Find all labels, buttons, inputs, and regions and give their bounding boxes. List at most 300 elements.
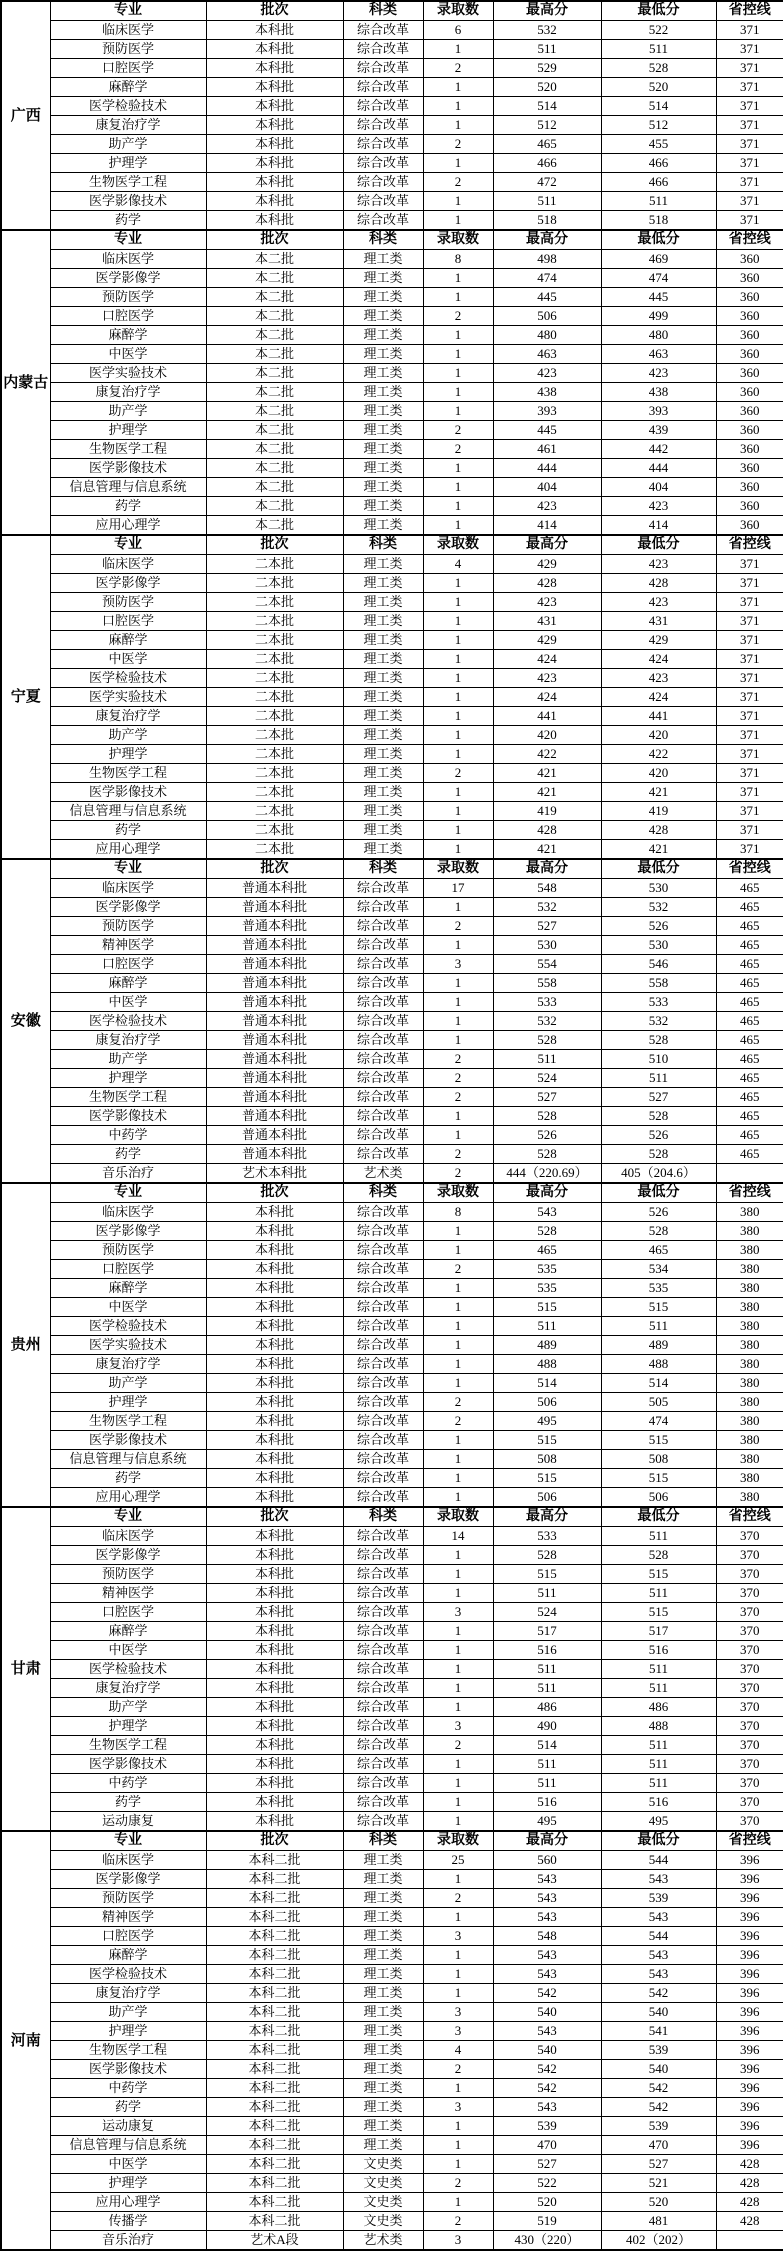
table-row bbox=[1, 2212, 783, 2231]
table-cell: 428 bbox=[716, 2193, 783, 2212]
table-cell: 542 bbox=[493, 2060, 601, 2079]
table-cell: 理工类 bbox=[343, 269, 423, 288]
table-cell: 540 bbox=[601, 2060, 716, 2079]
table-cell: 1 bbox=[423, 478, 493, 497]
table-cell: 548 bbox=[493, 879, 601, 898]
table-cell: 1 bbox=[423, 1107, 493, 1126]
section-header-row bbox=[1, 535, 783, 555]
column-header: 批次 bbox=[206, 1507, 343, 1527]
table-cell: 431 bbox=[493, 612, 601, 631]
table-cell: 518 bbox=[601, 211, 716, 231]
table-cell: 综合改革 bbox=[343, 40, 423, 59]
table-cell: 396 bbox=[716, 2136, 783, 2155]
table-row bbox=[1, 1527, 783, 1546]
table-cell: 本科二批 bbox=[206, 1851, 343, 1870]
table-row bbox=[1, 192, 783, 211]
table-cell: 527 bbox=[601, 1088, 716, 1107]
table-row bbox=[1, 211, 783, 231]
table-cell: 421 bbox=[601, 840, 716, 860]
table-cell: 1 bbox=[423, 1317, 493, 1336]
table-cell: 本二批 bbox=[206, 440, 343, 459]
table-cell: 综合改革 bbox=[343, 1107, 423, 1126]
table-cell: 1 bbox=[423, 497, 493, 516]
table-cell: 544 bbox=[601, 1927, 716, 1946]
column-header: 科类 bbox=[343, 230, 423, 250]
table-cell: 医学影像技术 bbox=[50, 1107, 206, 1126]
table-cell: 380 bbox=[716, 1355, 783, 1374]
table-cell: 1 bbox=[423, 383, 493, 402]
table-cell: 本科批 bbox=[206, 1812, 343, 1832]
table-cell: 3 bbox=[423, 1717, 493, 1736]
table-cell: 511 bbox=[601, 1755, 716, 1774]
table-cell: 396 bbox=[716, 1851, 783, 1870]
table-cell: 380 bbox=[716, 1203, 783, 1222]
table-cell: 本二批 bbox=[206, 269, 343, 288]
table-cell: 1 bbox=[423, 1431, 493, 1450]
table-cell: 2 bbox=[423, 135, 493, 154]
column-header: 省控线 bbox=[716, 1183, 783, 1203]
table-cell: 本二批 bbox=[206, 478, 343, 497]
table-cell: 490 bbox=[493, 1717, 601, 1736]
table-cell: 380 bbox=[716, 1222, 783, 1241]
table-cell: 本科批 bbox=[206, 1298, 343, 1317]
table-cell: 360 bbox=[716, 269, 783, 288]
table-row bbox=[1, 97, 783, 116]
table-cell: 理工类 bbox=[343, 688, 423, 707]
table-cell: 艺术类 bbox=[343, 1164, 423, 1184]
table-cell: 应用心理学 bbox=[50, 1488, 206, 1508]
table-row bbox=[1, 135, 783, 154]
table-cell: 1 bbox=[423, 211, 493, 231]
table-cell: 474 bbox=[601, 1412, 716, 1431]
table-cell: 1 bbox=[423, 1298, 493, 1317]
table-cell: 中医学 bbox=[50, 345, 206, 364]
table-row bbox=[1, 383, 783, 402]
table-cell: 1 bbox=[423, 574, 493, 593]
table-cell: 医学影像技术 bbox=[50, 1755, 206, 1774]
table-cell: 516 bbox=[493, 1641, 601, 1660]
table-cell: 理工类 bbox=[343, 1870, 423, 1889]
table-row bbox=[1, 1736, 783, 1755]
table-cell: 理工类 bbox=[343, 574, 423, 593]
table-row bbox=[1, 612, 783, 631]
table-cell: 371 bbox=[716, 821, 783, 840]
table-cell: 医学检验技术 bbox=[50, 1965, 206, 1984]
table-cell: 艺术类 bbox=[343, 2231, 423, 2251]
table-cell: 综合改革 bbox=[343, 135, 423, 154]
table-row bbox=[1, 1717, 783, 1736]
table-cell: 511 bbox=[601, 1679, 716, 1698]
table-row bbox=[1, 1546, 783, 1565]
table-cell: 助产学 bbox=[50, 726, 206, 745]
table-row bbox=[1, 2174, 783, 2193]
table-cell: 理工类 bbox=[343, 250, 423, 269]
table-cell: 1 bbox=[423, 402, 493, 421]
table-cell: 护理学 bbox=[50, 2174, 206, 2193]
table-row bbox=[1, 1088, 783, 1107]
table-row bbox=[1, 2098, 783, 2117]
table-cell: 综合改革 bbox=[343, 116, 423, 135]
table-cell: 423 bbox=[493, 669, 601, 688]
table-row bbox=[1, 1203, 783, 1222]
table-cell: 423 bbox=[601, 593, 716, 612]
table-cell: 515 bbox=[601, 1298, 716, 1317]
table-cell: 371 bbox=[716, 726, 783, 745]
table-cell: 二本批 bbox=[206, 631, 343, 650]
table-cell: 本科批 bbox=[206, 1793, 343, 1812]
table-cell: 预防医学 bbox=[50, 288, 206, 307]
table-cell: 理工类 bbox=[343, 821, 423, 840]
table-cell: 465 bbox=[716, 1145, 783, 1164]
table-cell: 371 bbox=[716, 840, 783, 860]
table-cell: 465 bbox=[716, 1012, 783, 1031]
section-header-row bbox=[1, 859, 783, 879]
table-row bbox=[1, 1050, 783, 1069]
table-cell: 528 bbox=[601, 1107, 716, 1126]
table-cell: 综合改革 bbox=[343, 1069, 423, 1088]
table-cell: 535 bbox=[493, 1279, 601, 1298]
table-cell: 药学 bbox=[50, 1793, 206, 1812]
table-cell: 2 bbox=[423, 1145, 493, 1164]
table-cell: 3 bbox=[423, 2098, 493, 2117]
table-cell: 560 bbox=[493, 1851, 601, 1870]
table-cell: 396 bbox=[716, 2117, 783, 2136]
table-cell: 528 bbox=[601, 1222, 716, 1241]
table-cell: 普通本科批 bbox=[206, 1145, 343, 1164]
table-cell: 526 bbox=[493, 1126, 601, 1145]
table-cell: 428 bbox=[716, 2155, 783, 2174]
table-cell: 540 bbox=[493, 2041, 601, 2060]
table-cell: 465 bbox=[716, 936, 783, 955]
table-cell: 424 bbox=[601, 688, 716, 707]
table-cell: 371 bbox=[716, 783, 783, 802]
table-cell: 511 bbox=[601, 1736, 716, 1755]
table-cell: 520 bbox=[601, 78, 716, 97]
table-cell: 396 bbox=[716, 2098, 783, 2117]
table-cell: 1 bbox=[423, 269, 493, 288]
table-cell: 393 bbox=[493, 402, 601, 421]
table-cell: 3 bbox=[423, 1927, 493, 1946]
table-cell: 371 bbox=[716, 21, 783, 40]
column-header: 科类 bbox=[343, 1183, 423, 1203]
table-cell: 综合改革 bbox=[343, 1603, 423, 1622]
table-cell: 527 bbox=[493, 917, 601, 936]
table-cell: 1 bbox=[423, 116, 493, 135]
province-label: 安徽 bbox=[1, 859, 50, 1183]
table-cell: 1 bbox=[423, 783, 493, 802]
table-cell: 临床医学 bbox=[50, 1851, 206, 1870]
table-cell: 预防医学 bbox=[50, 1565, 206, 1584]
table-cell: 486 bbox=[493, 1698, 601, 1717]
table-cell: 542 bbox=[493, 2079, 601, 2098]
table-cell: 465 bbox=[716, 1069, 783, 1088]
table-cell: 康复治疗学 bbox=[50, 707, 206, 726]
province-label: 贵州 bbox=[1, 1183, 50, 1507]
table-cell: 综合改革 bbox=[343, 1336, 423, 1355]
table-cell: 380 bbox=[716, 1374, 783, 1393]
table-cell: 应用心理学 bbox=[50, 840, 206, 860]
table-cell: 理工类 bbox=[343, 2060, 423, 2079]
table-cell: 1 bbox=[423, 1126, 493, 1145]
table-cell: 528 bbox=[493, 1546, 601, 1565]
table-cell: 558 bbox=[601, 974, 716, 993]
table-cell: 综合改革 bbox=[343, 1031, 423, 1050]
table-row bbox=[1, 1126, 783, 1145]
table-cell: 488 bbox=[601, 1717, 716, 1736]
table-cell: 理工类 bbox=[343, 612, 423, 631]
table-cell: 医学检验技术 bbox=[50, 97, 206, 116]
table-row bbox=[1, 650, 783, 669]
table-cell: 380 bbox=[716, 1317, 783, 1336]
table-cell: 麻醉学 bbox=[50, 1622, 206, 1641]
column-header: 专业 bbox=[50, 535, 206, 555]
table-cell: 371 bbox=[716, 116, 783, 135]
table-row bbox=[1, 250, 783, 269]
table-cell: 515 bbox=[493, 1431, 601, 1450]
column-header: 科类 bbox=[343, 1831, 423, 1851]
table-cell: 498 bbox=[493, 250, 601, 269]
table-cell: 396 bbox=[716, 2079, 783, 2098]
column-header: 专业 bbox=[50, 1831, 206, 1851]
table-cell: 药学 bbox=[50, 1469, 206, 1488]
table-cell: 439 bbox=[601, 421, 716, 440]
table-cell: 506 bbox=[493, 1393, 601, 1412]
table-cell: 综合改革 bbox=[343, 1393, 423, 1412]
table-cell: 1 bbox=[423, 1241, 493, 1260]
table-cell: 预防医学 bbox=[50, 40, 206, 59]
table-cell: 本科二批 bbox=[206, 2098, 343, 2117]
table-row bbox=[1, 154, 783, 173]
table-row bbox=[1, 707, 783, 726]
table-cell: 本科二批 bbox=[206, 2117, 343, 2136]
table-cell: 口腔医学 bbox=[50, 1603, 206, 1622]
table-cell: 综合改革 bbox=[343, 97, 423, 116]
table-cell: 444 bbox=[493, 459, 601, 478]
table-cell: 540 bbox=[493, 2003, 601, 2022]
column-header: 省控线 bbox=[716, 859, 783, 879]
column-header: 科类 bbox=[343, 535, 423, 555]
table-cell: 中药学 bbox=[50, 1774, 206, 1793]
table-cell: 理工类 bbox=[343, 1851, 423, 1870]
table-cell: 本科批 bbox=[206, 154, 343, 173]
table-row bbox=[1, 821, 783, 840]
table-cell: 1 bbox=[423, 1679, 493, 1698]
table-row bbox=[1, 1870, 783, 1889]
table-cell: 2 bbox=[423, 2060, 493, 2079]
table-cell: 542 bbox=[601, 2079, 716, 2098]
table-cell: 生物医学工程 bbox=[50, 1736, 206, 1755]
table-cell: 517 bbox=[601, 1622, 716, 1641]
table-cell: 理工类 bbox=[343, 1889, 423, 1908]
table-cell: 1 bbox=[423, 669, 493, 688]
column-header: 省控线 bbox=[716, 1507, 783, 1527]
table-cell: 521 bbox=[601, 2174, 716, 2193]
column-header: 最低分 bbox=[601, 230, 716, 250]
column-header: 专业 bbox=[50, 859, 206, 879]
table-cell: 1 bbox=[423, 1565, 493, 1584]
table-cell: 本二批 bbox=[206, 516, 343, 536]
table-cell: 麻醉学 bbox=[50, 631, 206, 650]
table-cell: 530 bbox=[493, 936, 601, 955]
table-cell: 528 bbox=[493, 1107, 601, 1126]
table-cell: 511 bbox=[601, 192, 716, 211]
table-cell: 麻醉学 bbox=[50, 326, 206, 345]
table-cell: 445 bbox=[493, 421, 601, 440]
table-row bbox=[1, 593, 783, 612]
table-cell: 539 bbox=[601, 2117, 716, 2136]
table-cell: 理工类 bbox=[343, 2079, 423, 2098]
table-cell: 544 bbox=[601, 1851, 716, 1870]
table-cell: 应用心理学 bbox=[50, 516, 206, 536]
table-row bbox=[1, 1698, 783, 1717]
table-cell: 综合改革 bbox=[343, 917, 423, 936]
table-cell: 519 bbox=[493, 2212, 601, 2231]
table-row bbox=[1, 2193, 783, 2212]
table-cell: 中药学 bbox=[50, 1126, 206, 1145]
table-row bbox=[1, 1851, 783, 1870]
table-cell: 本科批 bbox=[206, 116, 343, 135]
table-cell: 护理学 bbox=[50, 421, 206, 440]
table-cell: 2 bbox=[423, 1412, 493, 1431]
table-cell: 511 bbox=[601, 1774, 716, 1793]
table-row bbox=[1, 2022, 783, 2041]
table-cell: 371 bbox=[716, 802, 783, 821]
table-cell: 本二批 bbox=[206, 364, 343, 383]
column-header: 最低分 bbox=[601, 859, 716, 879]
table-cell: 455 bbox=[601, 135, 716, 154]
table-row bbox=[1, 2041, 783, 2060]
table-cell: 396 bbox=[716, 1908, 783, 1927]
table-cell: 371 bbox=[716, 745, 783, 764]
table-cell: 360 bbox=[716, 364, 783, 383]
table-row bbox=[1, 1603, 783, 1622]
table-cell: 理工类 bbox=[343, 669, 423, 688]
table-cell: 综合改革 bbox=[343, 1431, 423, 1450]
table-row bbox=[1, 1069, 783, 1088]
table-cell: 本科批 bbox=[206, 173, 343, 192]
table-cell: 本科二批 bbox=[206, 1889, 343, 1908]
table-row bbox=[1, 955, 783, 974]
table-cell: 463 bbox=[601, 345, 716, 364]
table-cell: 414 bbox=[493, 516, 601, 536]
table-cell: 本科批 bbox=[206, 1431, 343, 1450]
table-cell: 1 bbox=[423, 1012, 493, 1031]
table-cell: 445 bbox=[493, 288, 601, 307]
table-cell: 本二批 bbox=[206, 307, 343, 326]
table-cell: 3 bbox=[423, 1603, 493, 1622]
table-cell: 药学 bbox=[50, 821, 206, 840]
column-header: 录取数 bbox=[423, 1831, 493, 1851]
table-cell: 1 bbox=[423, 1793, 493, 1812]
table-cell: 515 bbox=[601, 1565, 716, 1584]
table-cell: 预防医学 bbox=[50, 1241, 206, 1260]
section-header-row bbox=[1, 1183, 783, 1203]
table-cell: 370 bbox=[716, 1774, 783, 1793]
table-cell: 护理学 bbox=[50, 745, 206, 764]
table-cell: 488 bbox=[493, 1355, 601, 1374]
table-cell: 466 bbox=[601, 173, 716, 192]
table-cell: 380 bbox=[716, 1260, 783, 1279]
table-cell: 371 bbox=[716, 688, 783, 707]
table-cell: 医学检验技术 bbox=[50, 1317, 206, 1336]
column-header: 录取数 bbox=[423, 230, 493, 250]
table-cell: 360 bbox=[716, 459, 783, 478]
table-cell: 康复治疗学 bbox=[50, 1679, 206, 1698]
table-cell: 414 bbox=[601, 516, 716, 536]
table-cell: 理工类 bbox=[343, 326, 423, 345]
table-cell: 理工类 bbox=[343, 478, 423, 497]
table-cell: 1 bbox=[423, 1374, 493, 1393]
table-cell: 1 bbox=[423, 288, 493, 307]
table-cell: 511 bbox=[493, 192, 601, 211]
table-cell: 理工类 bbox=[343, 421, 423, 440]
table-cell: 524 bbox=[493, 1069, 601, 1088]
table-cell: 护理学 bbox=[50, 1393, 206, 1412]
table-cell: 康复治疗学 bbox=[50, 116, 206, 135]
table-row bbox=[1, 1622, 783, 1641]
table-cell: 本二批 bbox=[206, 326, 343, 345]
table-cell: 371 bbox=[716, 78, 783, 97]
table-row bbox=[1, 764, 783, 783]
table-cell: 综合改革 bbox=[343, 1622, 423, 1641]
table-cell: 422 bbox=[601, 745, 716, 764]
table-cell: 499 bbox=[601, 307, 716, 326]
table-cell: 二本批 bbox=[206, 802, 343, 821]
table-cell: 511 bbox=[493, 1755, 601, 1774]
table-cell: 543 bbox=[601, 1946, 716, 1965]
table-cell: 554 bbox=[493, 955, 601, 974]
table-cell: 理工类 bbox=[343, 1984, 423, 2003]
column-header: 最低分 bbox=[601, 1183, 716, 1203]
table-cell: 526 bbox=[601, 1126, 716, 1145]
table-cell: 理工类 bbox=[343, 707, 423, 726]
table-cell: 医学影像技术 bbox=[50, 2060, 206, 2079]
table-cell: 本科批 bbox=[206, 1565, 343, 1584]
table-cell: 423 bbox=[601, 497, 716, 516]
table-cell: 360 bbox=[716, 383, 783, 402]
table-cell: 533 bbox=[601, 993, 716, 1012]
table-cell: 综合改革 bbox=[343, 879, 423, 898]
table-cell: 466 bbox=[601, 154, 716, 173]
table-cell: 普通本科批 bbox=[206, 917, 343, 936]
province-label: 甘肃 bbox=[1, 1507, 50, 1831]
table-cell: 532 bbox=[493, 898, 601, 917]
table-cell: 综合改革 bbox=[343, 1565, 423, 1584]
column-header: 最高分 bbox=[493, 1831, 601, 1851]
table-cell: 医学检验技术 bbox=[50, 1012, 206, 1031]
table-cell: 口腔医学 bbox=[50, 307, 206, 326]
table-cell: 1 bbox=[423, 345, 493, 364]
table-cell: 本科批 bbox=[206, 211, 343, 231]
table-cell: 综合改革 bbox=[343, 1679, 423, 1698]
table-cell: 511 bbox=[493, 1584, 601, 1603]
table-cell: 2 bbox=[423, 1260, 493, 1279]
table-cell: 370 bbox=[716, 1584, 783, 1603]
table-cell: 综合改革 bbox=[343, 1279, 423, 1298]
table-cell: 本科批 bbox=[206, 1603, 343, 1622]
table-cell: 4 bbox=[423, 555, 493, 574]
table-cell: 511 bbox=[601, 1660, 716, 1679]
table-row bbox=[1, 326, 783, 345]
table-cell: 预防医学 bbox=[50, 917, 206, 936]
table-cell: 428 bbox=[601, 574, 716, 593]
table-cell: 542 bbox=[601, 2098, 716, 2117]
table-cell: 474 bbox=[493, 269, 601, 288]
table-cell: 516 bbox=[493, 1793, 601, 1812]
table-cell: 普通本科批 bbox=[206, 1107, 343, 1126]
table-cell: 370 bbox=[716, 1565, 783, 1584]
table-cell: 2 bbox=[423, 917, 493, 936]
